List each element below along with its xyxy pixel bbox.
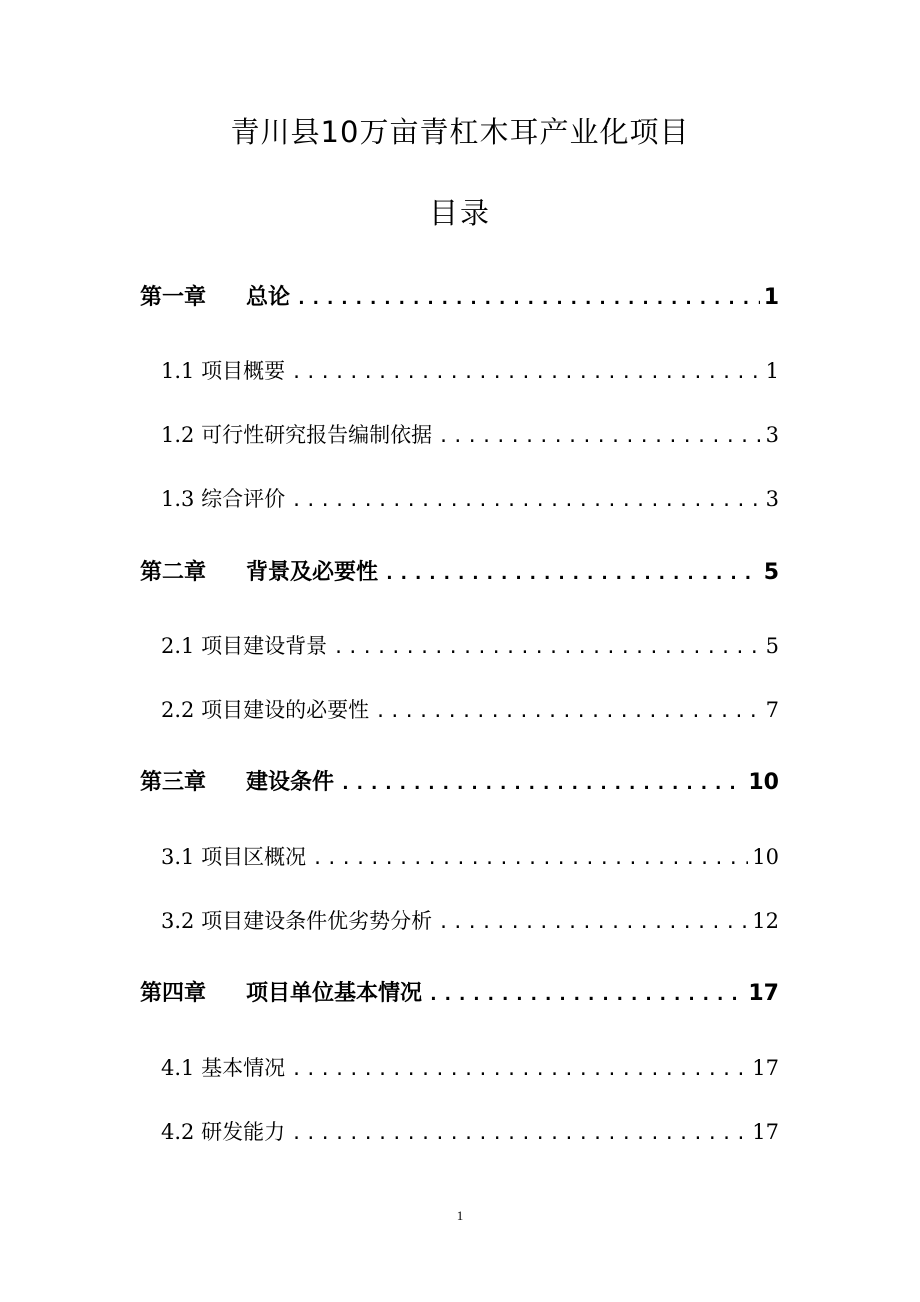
toc-leader-dots: [291, 1054, 748, 1086]
toc-chapter-title: 项目单位基本情况: [246, 981, 423, 1006]
toc-section-title: 3.2 项目建设条件优劣势分析: [161, 909, 433, 933]
toc-leader-dots: [333, 632, 762, 664]
toc-leader-dots: [340, 768, 744, 800]
toc-page-number: 3: [765, 423, 779, 447]
toc-section-title: 4.2 研发能力: [161, 1120, 286, 1144]
toc-section-title: 3.1 项目区概况: [161, 845, 307, 869]
toc-section-4-2[interactable]: [161, 1116, 779, 1148]
toc-section-2-1[interactable]: [161, 630, 779, 662]
toc-heading: 目录: [428, 196, 491, 230]
toc-chapter-title: 背景及必要性: [246, 560, 379, 585]
toc-page-number: 3: [765, 487, 779, 511]
document-title: 青川县10万亩青杠木耳产业化项目: [230, 115, 690, 149]
toc-leader-dots: [291, 357, 762, 389]
toc-section-title: 1.1 项目概要: [161, 359, 286, 383]
toc-leader-dots: [296, 283, 760, 315]
toc-section-title: 4.1 基本情况: [161, 1056, 286, 1080]
toc-leader-dots: [312, 843, 748, 875]
toc-section-title: 1.2 可行性研究报告编制依据: [161, 423, 433, 447]
toc-page-number: 10: [748, 770, 779, 795]
toc-leader-dots: [438, 421, 762, 453]
toc-page-number: 7: [765, 698, 779, 722]
toc-page-number: 10: [752, 845, 779, 869]
toc-leader-dots: [384, 558, 760, 590]
toc-page-number: 12: [752, 909, 779, 933]
toc-chapter-label: 第一章: [140, 285, 207, 310]
toc-page-number: 1: [765, 359, 779, 383]
toc-section-title: 2.2 项目建设的必要性: [161, 698, 370, 722]
toc-leader-dots: [438, 907, 748, 939]
toc-leader-dots: [428, 979, 744, 1011]
toc-chapter-label: 第三章: [140, 770, 207, 795]
toc-chapter-label: 第二章: [140, 560, 207, 585]
toc-section-title: 2.1 项目建设背景: [161, 634, 328, 658]
toc-page-number: 17: [752, 1120, 779, 1144]
toc-section-title: 1.3 综合评价: [161, 487, 286, 511]
toc-chapter-2[interactable]: [140, 557, 779, 589]
toc-chapter-label: 第四章: [140, 981, 207, 1006]
toc-section-1-1[interactable]: [161, 355, 779, 387]
toc-chapter-title: 建设条件: [246, 770, 335, 795]
toc-page-number: 17: [748, 981, 779, 1006]
toc-leader-dots: [375, 696, 762, 728]
toc-section-1-3[interactable]: [161, 483, 779, 515]
toc-chapter-title: 总论: [246, 285, 291, 310]
toc-chapter-1[interactable]: [140, 282, 779, 314]
toc-page-number: 17: [752, 1056, 779, 1080]
toc-section-2-2[interactable]: [161, 694, 779, 726]
toc-page-number: 5: [763, 560, 779, 585]
toc-leader-dots: [291, 1118, 748, 1150]
toc-section-3-2[interactable]: [161, 905, 779, 937]
toc-section-3-1[interactable]: [161, 841, 779, 873]
toc-chapter-3[interactable]: [140, 767, 779, 799]
toc-leader-dots: [291, 485, 762, 517]
toc-chapter-4[interactable]: [140, 978, 779, 1010]
toc-page-number: 1: [763, 285, 779, 310]
toc-page-number: 5: [765, 634, 779, 658]
toc-section-4-1[interactable]: [161, 1052, 779, 1084]
toc-section-1-2[interactable]: [161, 419, 779, 451]
page-footer-number: 1: [456, 1208, 464, 1223]
